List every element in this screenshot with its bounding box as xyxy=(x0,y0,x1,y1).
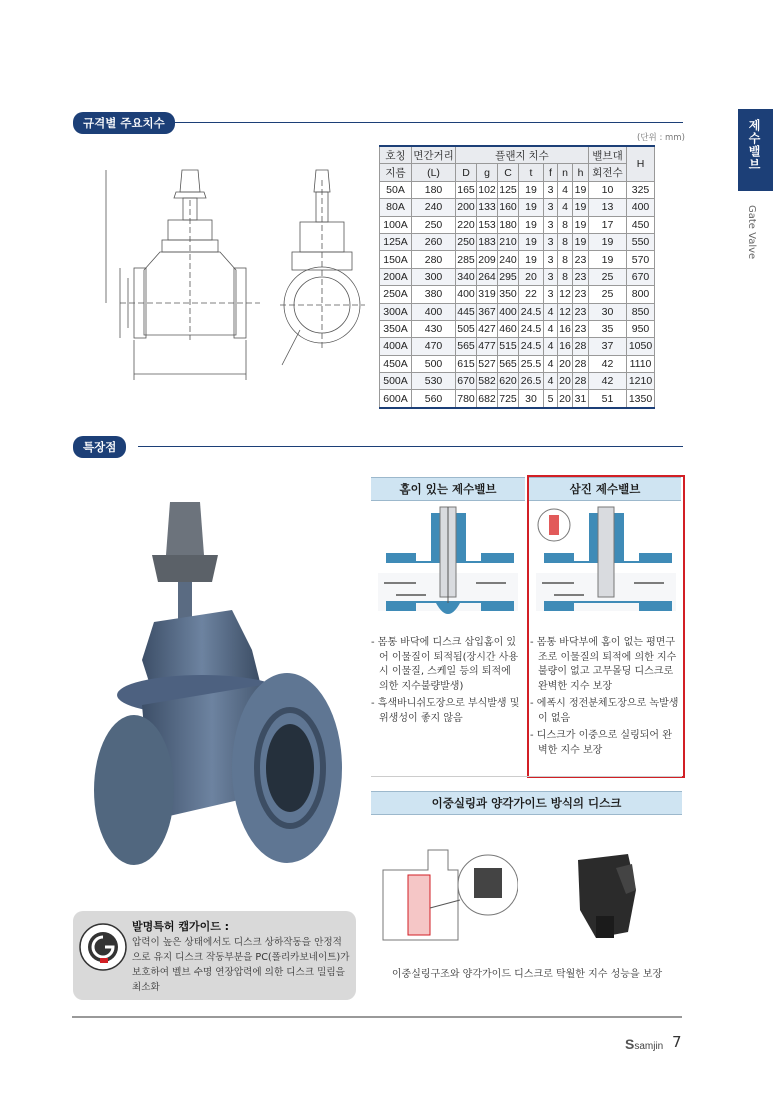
table-cell: 200A xyxy=(380,268,412,285)
table-cell: 470 xyxy=(412,338,456,355)
table-cell: 582 xyxy=(477,373,498,390)
table-cell: 10 xyxy=(589,181,627,198)
col-header-turns: 밸브대 xyxy=(589,146,627,164)
table-cell: 25 xyxy=(589,286,627,303)
table-cell: 460 xyxy=(498,320,519,337)
col-header-length: 면간거리 xyxy=(412,146,456,164)
table-cell: 19 xyxy=(519,181,544,198)
bullet: - 몸통 바닥부에 홈이 없는 평면구조로 이물질의 퇴적에 의한 지수불량이 없고 고무몰딩 디스크로 완벽한 지수 보장 xyxy=(530,637,677,692)
table-cell: 445 xyxy=(456,303,477,320)
table-cell: 37 xyxy=(589,338,627,355)
table-cell: 1050 xyxy=(627,338,655,355)
table-cell: 19 xyxy=(573,216,589,233)
col-header-t: t xyxy=(519,164,544,181)
table-cell: 240 xyxy=(412,199,456,216)
table-cell: 19 xyxy=(519,251,544,268)
col-header-h: H xyxy=(627,146,655,181)
table-cell: 12 xyxy=(558,303,573,320)
samjin-bullets xyxy=(530,636,679,761)
table-row xyxy=(380,268,655,285)
col-subheader-diameter: 지름 xyxy=(380,164,412,181)
table-cell: 25.5 xyxy=(519,355,544,372)
table-cell: 4 xyxy=(544,303,558,320)
table-row xyxy=(380,286,655,303)
table-cell: 565 xyxy=(456,338,477,355)
table-cell: 500 xyxy=(412,355,456,372)
table-cell: 35 xyxy=(589,320,627,337)
table-cell: 23 xyxy=(573,286,589,303)
table-cell: 260 xyxy=(412,233,456,250)
table-row xyxy=(380,251,655,268)
table-cell: 23 xyxy=(573,303,589,320)
table-cell: 4 xyxy=(544,355,558,372)
table-cell: 400 xyxy=(456,286,477,303)
table-cell: 3 xyxy=(544,251,558,268)
table-cell: 350A xyxy=(380,320,412,337)
side-tab-label: 제수밸브 xyxy=(747,119,761,171)
table-cell: 264 xyxy=(477,268,498,285)
table-cell: 325 xyxy=(627,181,655,198)
table-cell: 125 xyxy=(498,181,519,198)
table-cell: 4 xyxy=(544,338,558,355)
table-cell: 209 xyxy=(477,251,498,268)
table-cell: 31 xyxy=(573,390,589,408)
table-cell: 30 xyxy=(589,303,627,320)
table-cell: 19 xyxy=(519,199,544,216)
table-cell: 4 xyxy=(544,373,558,390)
table-cell: 850 xyxy=(627,303,655,320)
table-cell: 28 xyxy=(573,338,589,355)
col-header-g: g xyxy=(477,164,498,181)
disc-panel-title: 이중실링과 양각가이드 방식의 디스크 xyxy=(371,791,682,815)
table-row xyxy=(380,216,655,233)
table-cell: 20 xyxy=(558,355,573,372)
panel-title-samjin: 삼진 제수밸브 xyxy=(529,477,681,501)
section-title-dimensions: 규격별 주요치수 xyxy=(73,112,175,134)
table-row xyxy=(380,390,655,408)
table-cell: 565 xyxy=(498,355,519,372)
table-cell: 3 xyxy=(544,181,558,198)
table-cell: 250 xyxy=(456,233,477,250)
table-row xyxy=(380,373,655,390)
table-cell: 4 xyxy=(558,199,573,216)
footer-brand: samjin xyxy=(634,1041,664,1052)
patent-body: 압력이 높은 상태에서도 디스크 상하작동을 안정적으로 유지 디스크 작동부분을 PC(폴리카보네이트)가 보호하여 벨브 수명 연장압력에 의한 디스크 밀림을 최소화 xyxy=(132,937,350,993)
table-cell: 670 xyxy=(456,373,477,390)
table-cell: 725 xyxy=(498,390,519,408)
table-cell: 28 xyxy=(573,355,589,372)
table-cell: 19 xyxy=(573,233,589,250)
table-cell: 30 xyxy=(519,390,544,408)
table-cell: 19 xyxy=(519,216,544,233)
table-cell: 17 xyxy=(589,216,627,233)
table-cell: 670 xyxy=(627,268,655,285)
col-subheader-turns: 회전수 xyxy=(589,164,627,181)
table-cell: 19 xyxy=(573,199,589,216)
table-cell: 8 xyxy=(558,268,573,285)
table-cell: 4 xyxy=(544,320,558,337)
table-cell: 500A xyxy=(380,373,412,390)
table-cell: 153 xyxy=(477,216,498,233)
table-cell: 350 xyxy=(498,286,519,303)
table-cell: 530 xyxy=(412,373,456,390)
table-cell: 24.5 xyxy=(519,320,544,337)
table-cell: 400A xyxy=(380,338,412,355)
section-divider xyxy=(170,122,683,123)
table-cell: 3 xyxy=(544,199,558,216)
table-cell: 23 xyxy=(573,268,589,285)
disc-caption: 이중실링구조와 양각가이드 디스크로 탁월한 지수 성능을 보장 xyxy=(391,969,663,980)
table-cell: 280 xyxy=(412,251,456,268)
table-cell: 16 xyxy=(558,320,573,337)
table-cell: 319 xyxy=(477,286,498,303)
bullet: - 디스크가 이중으로 실링되어 완벽한 지수 보장 xyxy=(530,730,672,756)
bullet: - 에폭시 정전분체도장으로 녹발생이 없음 xyxy=(530,698,679,724)
table-cell: 527 xyxy=(477,355,498,372)
col-subheader-length: (L) xyxy=(412,164,456,181)
table-cell: 23 xyxy=(573,251,589,268)
table-cell: 3 xyxy=(544,268,558,285)
table-cell: 8 xyxy=(558,233,573,250)
bullet: - 몸통 바닥에 디스크 삽입홈이 있어 이물질이 퇴적됨(장시간 사용시 이물질, 스케일 등의 퇴적에 의한 지수불량발생) xyxy=(371,637,519,692)
gate-valve-product-image xyxy=(92,500,347,870)
table-cell: 19 xyxy=(519,233,544,250)
table-cell: 16 xyxy=(558,338,573,355)
table-cell: 180 xyxy=(498,216,519,233)
table-cell: 12 xyxy=(558,286,573,303)
col-header-f: f xyxy=(544,164,558,181)
table-cell: 477 xyxy=(477,338,498,355)
table-cell: 220 xyxy=(456,216,477,233)
table-cell: 200 xyxy=(456,199,477,216)
panel-title-grooved: 홈이 있는 제수밸브 xyxy=(371,477,525,501)
table-cell: 570 xyxy=(627,251,655,268)
table-cell: 427 xyxy=(477,320,498,337)
table-cell: 24.5 xyxy=(519,338,544,355)
divider xyxy=(371,776,682,777)
table-cell: 20 xyxy=(558,373,573,390)
table-cell: 3 xyxy=(544,233,558,250)
table-cell: 100A xyxy=(380,216,412,233)
disc-photo xyxy=(566,850,646,945)
table-cell: 340 xyxy=(456,268,477,285)
table-cell: 620 xyxy=(498,373,519,390)
col-header-flange: 플랜지 치수 xyxy=(456,146,589,164)
table-cell: 26.5 xyxy=(519,373,544,390)
table-row xyxy=(380,355,655,372)
table-cell: 165 xyxy=(456,181,477,198)
table-cell: 505 xyxy=(456,320,477,337)
table-cell: 400 xyxy=(412,303,456,320)
table-cell: 450A xyxy=(380,355,412,372)
table-cell: 160 xyxy=(498,199,519,216)
table-cell: 125A xyxy=(380,233,412,250)
table-cell: 210 xyxy=(498,233,519,250)
table-cell: 550 xyxy=(627,233,655,250)
table-cell: 250 xyxy=(412,216,456,233)
table-cell: 20 xyxy=(558,390,573,408)
table-cell: 42 xyxy=(589,373,627,390)
table-cell: 80A xyxy=(380,199,412,216)
side-label-en: Gate Valve xyxy=(746,205,757,260)
table-cell: 300 xyxy=(412,268,456,285)
table-cell: 42 xyxy=(589,355,627,372)
footer-line xyxy=(72,1016,682,1018)
table-cell: 367 xyxy=(477,303,498,320)
table-cell: 24.5 xyxy=(519,303,544,320)
table-row xyxy=(380,199,655,216)
table-row xyxy=(380,320,655,337)
table-cell: 28 xyxy=(573,373,589,390)
table-row xyxy=(380,181,655,198)
section-divider xyxy=(138,446,683,447)
table-cell: 102 xyxy=(477,181,498,198)
bullet: - 흑색바니쉬도장으로 부식발생 및 위생성이 좋지 않음 xyxy=(371,698,520,724)
table-cell: 25 xyxy=(589,268,627,285)
table-cell: 380 xyxy=(412,286,456,303)
table-cell: 3 xyxy=(544,216,558,233)
table-row xyxy=(380,233,655,250)
table-cell: 780 xyxy=(456,390,477,408)
col-header-diameter: 호칭 xyxy=(380,146,412,164)
table-cell: 300A xyxy=(380,303,412,320)
table-cell: 51 xyxy=(589,390,627,408)
table-cell: 560 xyxy=(412,390,456,408)
table-cell: 180 xyxy=(412,181,456,198)
patent-title: 발명특허 캡가이드 : xyxy=(132,920,230,933)
table-cell: 295 xyxy=(498,268,519,285)
table-cell: 250A xyxy=(380,286,412,303)
table-cell: 682 xyxy=(477,390,498,408)
table-cell: 1210 xyxy=(627,373,655,390)
unit-label: (단위 : mm) xyxy=(637,133,685,143)
grooved-bullets xyxy=(371,636,523,729)
table-cell: 450 xyxy=(627,216,655,233)
table-cell: 1110 xyxy=(627,355,655,372)
footer-brand-logo: Ssamjin xyxy=(625,1036,664,1052)
table-cell: 23 xyxy=(573,320,589,337)
table-cell: 5 xyxy=(544,390,558,408)
table-cell: 515 xyxy=(498,338,519,355)
table-cell: 430 xyxy=(412,320,456,337)
grooved-valve-diagram xyxy=(376,503,522,630)
table-cell: 400 xyxy=(498,303,519,320)
table-cell: 13 xyxy=(589,199,627,216)
table-cell: 600A xyxy=(380,390,412,408)
table-cell: 8 xyxy=(558,216,573,233)
table-cell: 4 xyxy=(558,181,573,198)
col-header-C: C xyxy=(498,164,519,181)
col-header-D: D xyxy=(456,164,477,181)
table-cell: 400 xyxy=(627,199,655,216)
table-cell: 950 xyxy=(627,320,655,337)
table-cell: 50A xyxy=(380,181,412,198)
col-header-hh: h xyxy=(573,164,589,181)
table-row xyxy=(380,303,655,320)
table-cell: 20 xyxy=(519,268,544,285)
table-cell: 19 xyxy=(573,181,589,198)
table-cell: 150A xyxy=(380,251,412,268)
table-cell: 19 xyxy=(589,251,627,268)
table-row xyxy=(380,338,655,355)
table-cell: 133 xyxy=(477,199,498,216)
table-cell: 285 xyxy=(456,251,477,268)
page-number: 7 xyxy=(672,1033,682,1051)
table-cell: 615 xyxy=(456,355,477,372)
dimension-table xyxy=(379,145,655,409)
col-header-n: n xyxy=(558,164,573,181)
table-cell: 183 xyxy=(477,233,498,250)
table-cell: 800 xyxy=(627,286,655,303)
section-title-features: 특장점 xyxy=(73,436,126,458)
patent-seal-icon xyxy=(78,922,128,972)
side-tab xyxy=(738,109,773,191)
table-cell: 22 xyxy=(519,286,544,303)
table-cell: 8 xyxy=(558,251,573,268)
disc-cross-section-diagram xyxy=(378,830,518,955)
table-cell: 1350 xyxy=(627,390,655,408)
table-cell: 3 xyxy=(544,286,558,303)
table-cell: 19 xyxy=(589,233,627,250)
dimension-drawing xyxy=(90,140,375,390)
table-cell: 240 xyxy=(498,251,519,268)
